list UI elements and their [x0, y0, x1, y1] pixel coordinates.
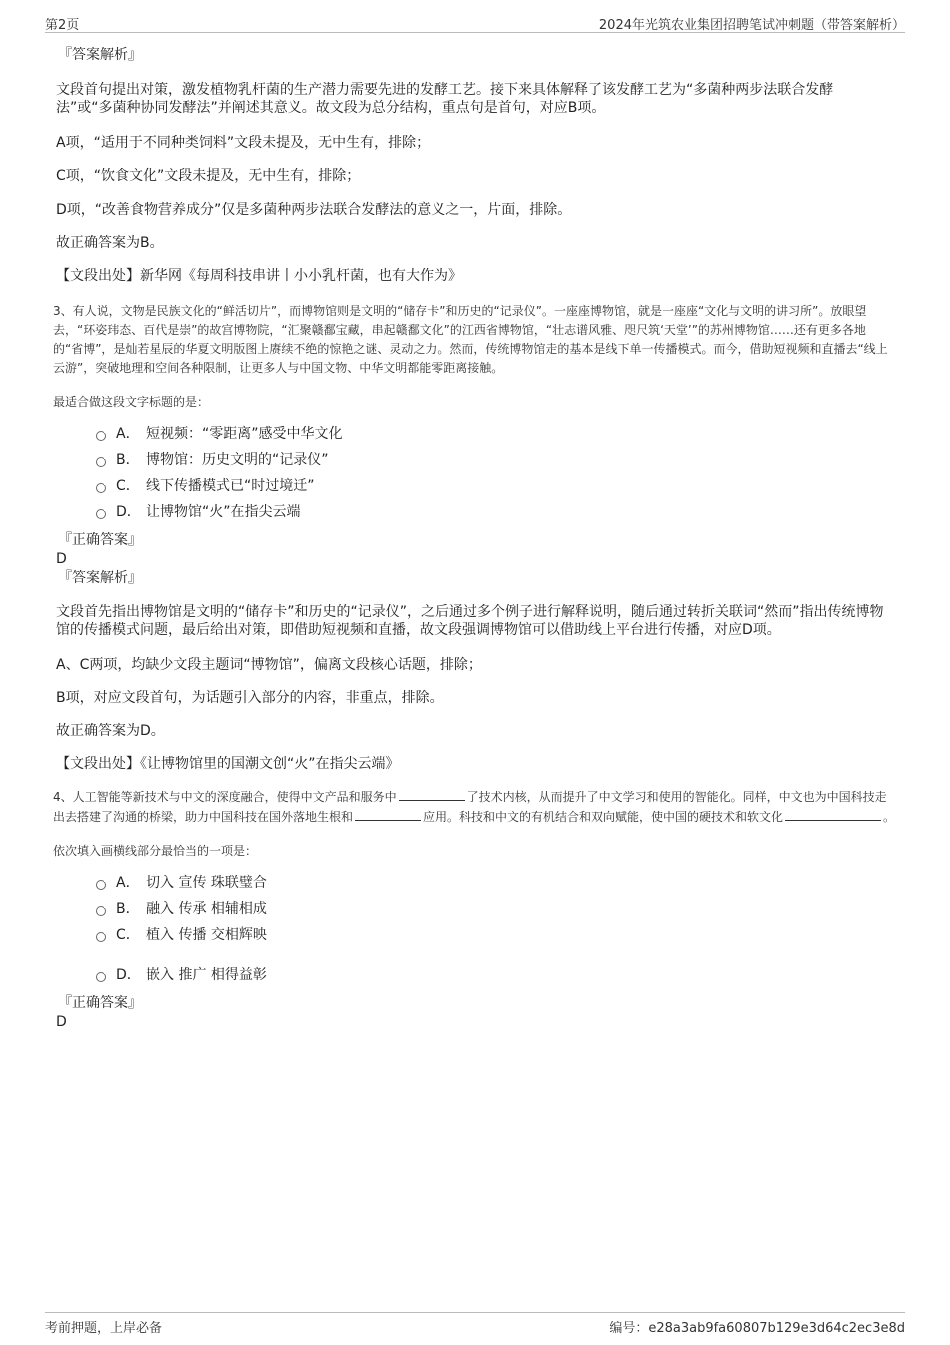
q4-stem-part4: 。 [883, 810, 896, 824]
radio-icon[interactable] [96, 932, 106, 942]
serial-label: 编号： [609, 1321, 649, 1336]
radio-icon[interactable] [96, 509, 106, 519]
q4-stem-part3: 应用。科技和中文的有机结合和双向赋能，使中国的硬技术和软文化 [423, 810, 784, 824]
page-number: 第2页 [45, 18, 80, 33]
q3-note-b: B项，对应文段首句，为话题引入部分的内容，非重点，排除。 [56, 690, 444, 706]
option-text: 植入 传播 交相辉映 [146, 927, 267, 943]
page-content [53, 46, 896, 1031]
q2-note-a: A项，“适用于不同种类饲料”文段未提及，无中生有，排除； [56, 135, 431, 151]
page-header [45, 14, 905, 33]
q3-option-a[interactable] [96, 425, 896, 443]
footer-slogan: 考前押题，上岸必备 [45, 1321, 163, 1336]
q2-conclusion: 故正确答案为B。 [56, 235, 164, 251]
option-text: 嵌入 推广 相得益彰 [146, 967, 267, 983]
q3-analysis-label: 『答案解析』 [58, 570, 142, 586]
option-text: 短视频：“零距离”感受中华文化 [146, 426, 343, 442]
q2-source: 【文段出处】新华网《每周科技串讲丨小小乳杆菌，也有大作为》 [56, 268, 462, 284]
blank-2 [355, 807, 421, 821]
page-footer [45, 1312, 905, 1335]
radio-icon[interactable] [96, 483, 106, 493]
option-letter: D． [116, 504, 141, 520]
option-text: 线下传播模式已“时过境迁” [146, 478, 315, 494]
q4-answer: D [56, 1014, 67, 1030]
q2-note-d: D项，“改善食物营养成分”仅是多菌种两步法联合发酵法的意义之一，片面，排除。 [56, 202, 572, 218]
radio-icon[interactable] [96, 880, 106, 890]
option-letter: C． [116, 478, 140, 494]
radio-icon[interactable] [96, 906, 106, 916]
option-letter: A． [116, 426, 140, 442]
q3-note-ac: A、C两项，均缺少文段主题词“博物馆”，偏离文段核心话题，排除； [56, 657, 482, 673]
q3-question: 最适合做这段文字标题的是： [53, 395, 210, 409]
q4-option-a[interactable] [96, 874, 896, 892]
option-text: 让博物馆“火”在指尖云端 [146, 504, 301, 520]
q3-conclusion: 故正确答案为D。 [56, 723, 165, 739]
q4-option-d[interactable] [96, 966, 896, 984]
q3-option-b[interactable] [96, 451, 896, 469]
option-letter: C． [116, 927, 140, 943]
q4-question: 依次填入画横线部分最恰当的一项是： [53, 844, 258, 858]
q3-option-c[interactable] [96, 477, 896, 495]
q4-stem-part1: 4、人工智能等新技术与中文的深度融合，使得中文产品和服务中 [53, 790, 397, 804]
option-letter: B． [116, 901, 140, 917]
q3-answer: D [56, 551, 67, 567]
radio-icon[interactable] [96, 431, 106, 441]
option-letter: B． [116, 452, 140, 468]
q3-source: 【文段出处】《让博物馆里的国潮文创“火”在指尖云端》 [56, 756, 400, 772]
q4-answer-label: 『正确答案』 [58, 995, 142, 1011]
q3-options [96, 425, 896, 521]
document-title: 2024年光筑农业集团招聘笔试冲刺题（带答案解析） [598, 18, 905, 33]
option-text: 博物馆：历史文明的“记录仪” [146, 452, 329, 468]
blank-3 [785, 807, 881, 821]
serial-value: e28a3ab9fa60807b129e3d64c2ec3e8d [648, 1321, 905, 1336]
q4-stem-part2: 了技术内核，从而提升了中文学习和使用的智能化。同样，中文也为中国科技走出去搭建了沟通的桥梁，助力中国科技在国外落地生根和 [53, 790, 887, 824]
option-text: 切入 宣传 珠联璧合 [146, 875, 267, 891]
q3-option-d[interactable] [96, 503, 896, 521]
option-letter: A． [116, 875, 140, 891]
q2-analysis-label: 『答案解析』 [58, 47, 142, 63]
q2-analysis-text: 文段首句提出对策，激发植物乳杆菌的生产潜力需要先进的发酵工艺。接下来具体解释了该发酵工艺为“多菌种两步法联合发酵法”或“多菌种协同发酵法”并阐述其意义。故文段为总分结构，重点句是首句，对应B项。 [56, 82, 834, 116]
q4-stem [53, 787, 896, 827]
q3-stem: 3、有人说，文物是民族文化的“鲜活切片”，而博物馆则是文明的“储存卡”和历史的“记录仪”。一座座博物馆，就是一座座“文化与文明的讲习所”。放眼望去，“环姿玮态、百代是崇”的故宫博物院，“汇聚赣鄱宝藏，串起赣鄱文化”的江西省博物馆，“壮志谱风雅、咫尺筑‘天堂’”的苏州博物馆……还有更多各地的“省博”，是灿若星辰的华夏文明版图上赓续不绝的惊艳之谜、灵动之力。然而，传统博物馆走的基本是线下单一传播模式。而今，借助短视频和直播去“线上云游”，突破地理和空间各种限制，让更多人与中国文物、中华文明都能零距离接触。 [53, 304, 888, 375]
option-text: 融入 传承 相辅相成 [146, 901, 267, 917]
blank-1 [399, 787, 465, 801]
radio-icon[interactable] [96, 457, 106, 467]
q4-options [96, 874, 896, 984]
q4-option-b[interactable] [96, 900, 896, 918]
radio-icon[interactable] [96, 972, 106, 982]
footer-serial [609, 1317, 905, 1336]
q4-option-c[interactable] [96, 926, 896, 944]
q3-answer-label: 『正确答案』 [58, 532, 142, 548]
q3-analysis-text: 文段首先指出博物馆是文明的“储存卡”和历史的“记录仪”，之后通过多个例子进行解释说明，随后通过转折关联词“然而”指出传统博物馆的传播模式问题，最后给出对策，即借助短视频和直播，故文段强调博物馆可以借助线上平台进行传播，对应D项。 [56, 604, 884, 638]
q2-note-c: C项，“饮食文化”文段未提及，无中生有，排除； [56, 168, 361, 184]
option-letter: D． [116, 967, 141, 983]
